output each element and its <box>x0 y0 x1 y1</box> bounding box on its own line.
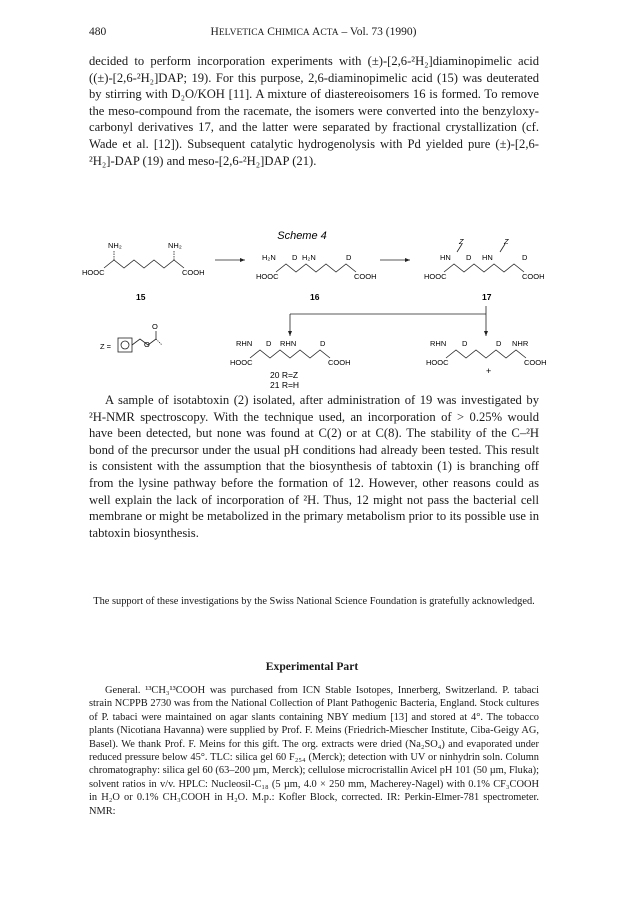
svg-text:HOOC: HOOC <box>426 358 449 367</box>
svg-text:D: D <box>462 339 468 348</box>
svg-text:HOOC: HOOC <box>230 358 253 367</box>
svg-text:+: + <box>486 366 492 376</box>
compound-16 <box>276 264 356 272</box>
section-title: Experimental Part <box>265 660 359 673</box>
compound-label-15: 15 <box>136 292 146 302</box>
svg-text:COOH: COOH <box>182 268 205 277</box>
compound-label-17: 17 <box>482 292 492 302</box>
paragraph-2: A sample of isotabtoxin (2) isolated, after administration of 19 was investigated by ²H-NMR spectroscopy. With the technique used, an incorporation of > 0.25% would have been detected, but none was found at C(2) or at C(8). The stability of the C–²H bond of the precursor under the usual pH conditions had already been tested. This result is consistent with the assumption that the biosynthesis of tabtoxin (1) is branching off from the lysine pathway before the formation of 12. However, other reasons could as well explain the lack of incorporation of ²H. Thus, 12 might not pass the bacterial cell membrane or might be metabolized in the primary metabolism prior to its possible use in tabtoxin biosynthesis. <box>89 393 539 540</box>
svg-text:COOH: COOH <box>522 272 545 281</box>
svg-text:HOOC: HOOC <box>256 272 279 281</box>
compound-20-21 <box>250 350 330 358</box>
svg-text:NH₂: NH₂ <box>168 241 182 250</box>
svg-text:RHN: RHN <box>236 339 253 348</box>
acknowledgement: The support of these investigations by the Swiss National Science Foundation is gratefully acknowledged. <box>93 596 535 607</box>
svg-text:HOOC: HOOC <box>424 272 447 281</box>
svg-text:O: O <box>144 340 150 349</box>
compound-label-21: 21 R=H <box>270 380 300 388</box>
svg-text:D: D <box>466 253 472 262</box>
svg-text:D: D <box>320 339 326 348</box>
svg-text:NH₂: NH₂ <box>108 241 122 250</box>
compound-label-20: 20 R=Z <box>270 370 299 380</box>
svg-text:H₂N: H₂N <box>302 253 316 262</box>
compound-label-16: 16 <box>310 292 320 302</box>
scheme-title: Scheme 4 <box>277 230 327 242</box>
svg-text:D: D <box>496 339 502 348</box>
svg-text:HOOC: HOOC <box>82 268 105 277</box>
compound-15 <box>104 250 184 268</box>
svg-text:COOH: COOH <box>354 272 377 281</box>
svg-text:COOH: COOH <box>328 358 351 367</box>
page-number: 480 <box>89 26 107 38</box>
svg-text:Z: Z <box>504 237 509 246</box>
svg-text:COOH: COOH <box>524 358 547 367</box>
paragraph-1: decided to perform incorporation experiments with (±)-[2,6-²H₂]diaminopimelic acid ((±)-[2,6-²H₂]DAP; 19). For this purpose, 2,6-diaminopimelic acid (15) was deuterated by stirring with D₂O/KOH [11]. A mixture of diastereoisomers 16 is formed. To remove the meso-compound from the racemate, the isomers were converted into the benzyloxy-carbonyl derivatives 17, and the latter were separated by fractional crystallization (cf. Wade et al. [12]). Subsequent catalytic hydrogenolysis with Pd yielded pure (±)-[2,6-²H₂]-DAP (19) and meso-[2,6-²H₂]DAP (21). <box>89 54 539 168</box>
svg-text:D: D <box>522 253 528 262</box>
svg-text:D: D <box>266 339 272 348</box>
journal-title: HELVETICA CHIMICA ACTA – Vol. 73 (1990) <box>210 26 417 38</box>
svg-text:HN: HN <box>482 253 493 262</box>
scheme-4 <box>0 228 624 388</box>
svg-text:H₂N: H₂N <box>262 253 276 262</box>
paragraph-3: General. ¹³CH₃¹³COOH was purchased from ICN Stable Isotopes, Innerberg, Switzerland. P. tabaci strain NCPPB 2730 was from the National Collection of Plant Pathogenic Bacteria, England. Stock cultures of P. tabaci were maintained on agar slants containing NBY medium [13] and stored at 4°. The tobacco plants (Nicotiana Havanna) were supplied by Prof. F. Meins (Friedrich-Miescher Institute, Ciba-Geigy AG, Basel). We thank Prof. F. Meins for this gift. The org. extracts were dried (Na₂SO₄) and evaporated under reduced pressure below 45°. TLC: silica gel 60 F₂₅₄ (Merck); detection with UV or ninhydrin soln. Column chromatography: silica gel 60 (63–200 µm, Merck); cellulose microcristallin Avicel pH 101 (50 µm, Fluka); solvent ratios in v/v. HPLC: Nucleosil-C₁₈ (5 µm, 4.0 × 250 mm, Macherey-Nagel) with 0.1% CF₃COOH in H₂O or 0.1% CH₃COOH in H₂O. M.p.: Kofler Block, corrected. IR: Perkin-Elmer-781 spectrometer. NMR: <box>89 685 539 817</box>
compound-18-19-a <box>446 350 526 358</box>
svg-text:D: D <box>346 253 352 262</box>
svg-text:RHN: RHN <box>280 339 297 348</box>
svg-text:Z: Z <box>459 237 464 246</box>
svg-text:NHR: NHR <box>512 339 529 348</box>
svg-text:D: D <box>292 253 298 262</box>
svg-text:O: O <box>152 322 158 331</box>
svg-text:RHN: RHN <box>430 339 447 348</box>
z-definition: Z = <box>100 342 112 351</box>
z-group-structure <box>118 331 162 352</box>
svg-text:HN: HN <box>440 253 451 262</box>
